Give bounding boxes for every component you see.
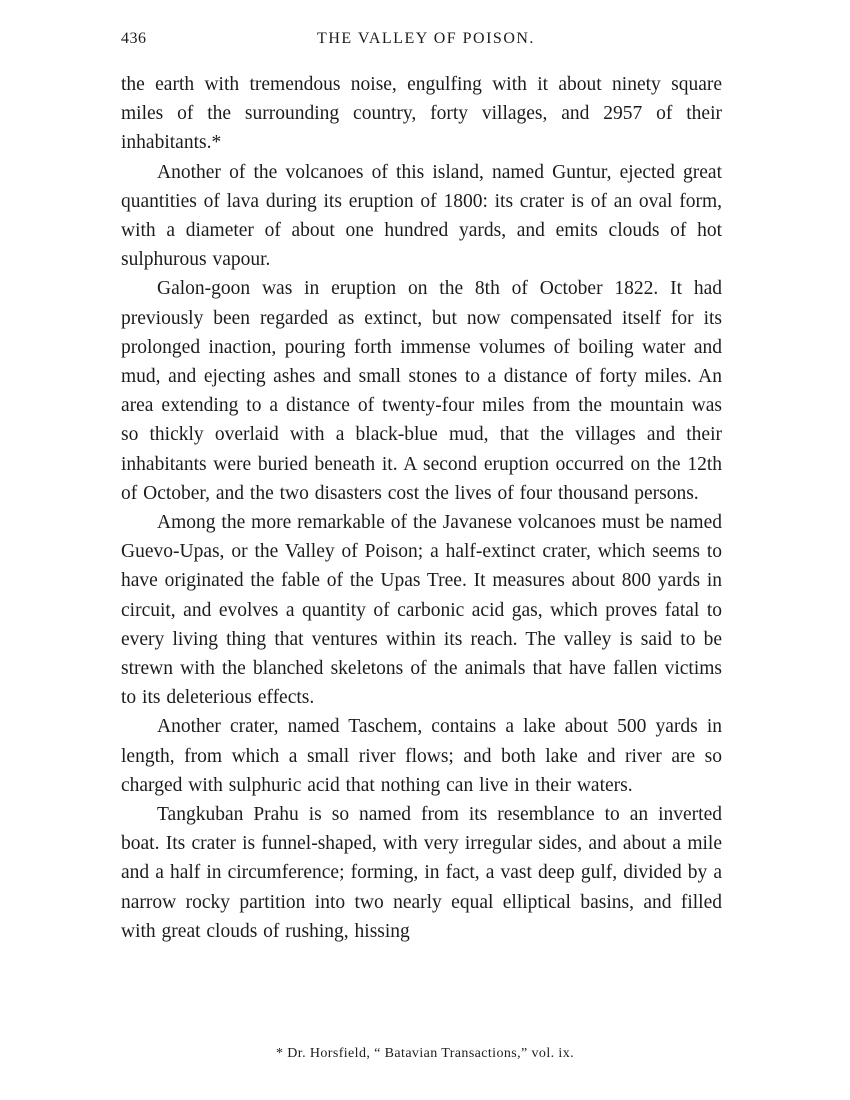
paragraph-guevo-upas: Among the more remarkable of the Javanese volcanoes must be named Guevo-Upas, or the Valley of Poison; a half-extinct crater, which seems to have originated the fable of the Upas Tree. It measures about 800 yards in circuit, and evolves a quantity of carbonic acid gas, which proves fatal to every living thing that ventures within its reach. The valley is said to be strewn with the blanched skeletons of the animals that have fallen victims to its deleterious effects. bbox=[121, 512, 722, 709]
running-head bbox=[121, 30, 721, 54]
paragraph-galon-goon: Galon-goon was in eruption on the 8th of October 1822. It had previously been regarded as extinct, but now compensated itself for its prolonged inaction, pouring forth immense volumes of boiling water and mud, and ejecting ashes and small stones to a distance of forty miles. An area extending to a distance of twenty-four miles from the mountain was so thickly overlaid with a black-blue mud, that the villages and their inhabitants were buried beneath it. A second eruption occurred on the 12th of October, and the two disasters cost the lives of four thousand persons. bbox=[121, 278, 722, 504]
body-text bbox=[121, 70, 722, 946]
paragraph-continued: the earth with tremendous noise, engulfing with it about ninety square miles of the surrounding country, forty villages, and 2957 of their inhabitants.* bbox=[121, 74, 722, 154]
paragraph-tangkuban-prahu: Tangkuban Prahu is so named from its resemblance to an inverted boat. Its crater is funnel-shaped, with very irregular sides, and about a mile and a half in circumference; forming, in fact, a vast deep gulf, divided by a narrow rocky partition into two nearly equal elliptical basins, and filled with great clouds of rushing, hissing bbox=[121, 804, 722, 942]
page-number: 436 bbox=[121, 30, 147, 47]
footnote: * Dr. Horsfield, “ Batavian Transactions,” vol. ix. bbox=[275, 1046, 575, 1061]
running-title: THE VALLEY OF POISON. bbox=[317, 30, 535, 47]
paragraph-taschem: Another crater, named Taschem, contains a lake about 500 yards in length, from which a small river flows; and both lake and river are so charged with sulphuric acid that nothing can live in their waters. bbox=[121, 716, 722, 796]
paragraph-guntur: Another of the volcanoes of this island, named Guntur, ejected great quantities of lava during its eruption of 1800: its crater is of an oval form, with a diameter of about one hundred yards, and emits clouds of hot sulphurous vapour. bbox=[121, 161, 722, 271]
